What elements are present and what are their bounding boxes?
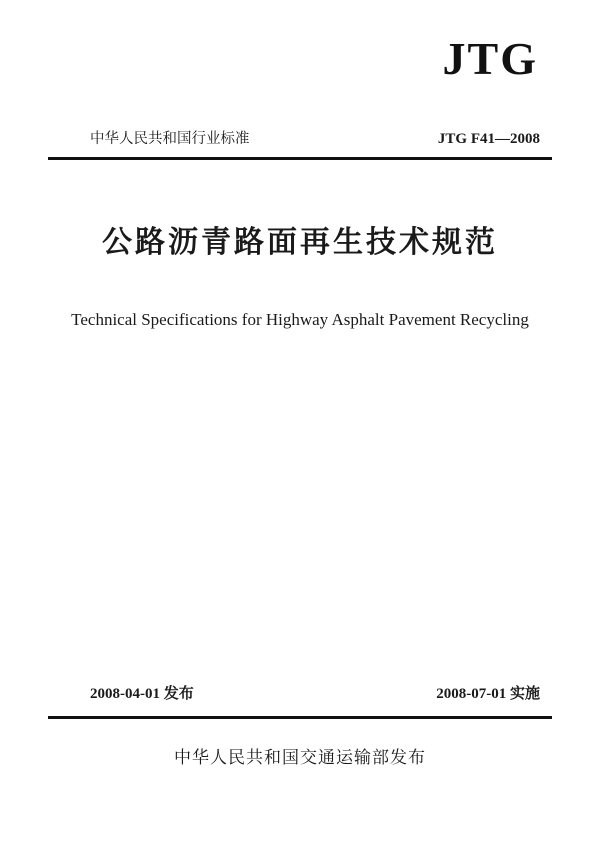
bottom-divider (48, 716, 552, 719)
document-title-chinese: 公路沥青路面再生技术规范 (102, 225, 498, 260)
document-title-english: Technical Specifications for Highway Asphalt Pavement Recycling (71, 310, 529, 329)
issue-date: 2008-04-01 发布 (90, 686, 194, 702)
effective-date: 2008-07-01 实施 (436, 686, 540, 702)
top-divider (48, 157, 552, 160)
standard-code: JTG F41—2008 (437, 131, 540, 147)
jtg-logo: JTG (442, 33, 538, 84)
publisher: 中华人民共和国交通运输部发布 (174, 748, 426, 768)
standard-category: 中华人民共和国行业标准 (90, 131, 250, 147)
